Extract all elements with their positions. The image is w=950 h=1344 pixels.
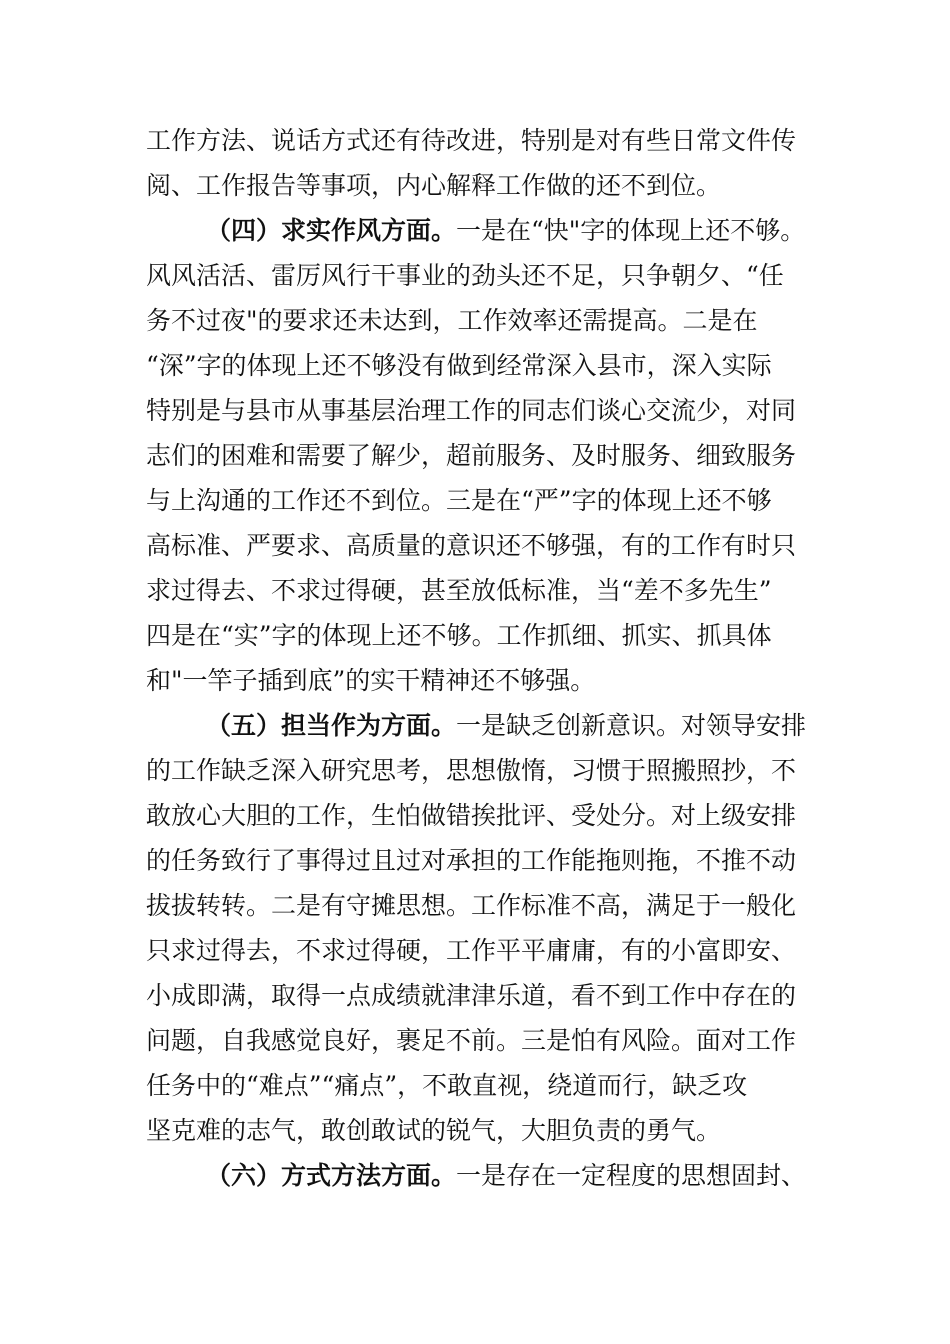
body-text-line: 高标准、严要求、高质量的意识还不够强，有的工作有时只 bbox=[146, 531, 797, 560]
body-text-line: 的工作缺乏深入研究思考，思想傲惰，习惯于照搬照抄，不 bbox=[146, 756, 797, 785]
body-text-line: 务不过夜"的要求还未达到，工作效率还需提高。二是在 bbox=[146, 306, 758, 335]
body-text-line: “深”字的体现上还不够没有做到经常深入县市，深入实际 bbox=[146, 351, 772, 380]
body-text-line: 小成即满，取得一点成绩就津津乐道，看不到工作中存在的 bbox=[146, 981, 797, 1010]
body-text-line: 阅、工作报告等事项，内心解释工作做的还不到位。 bbox=[146, 171, 722, 200]
body-text: 一是在“快"字的体现上还不够。 bbox=[456, 216, 806, 245]
section-five-paragraph bbox=[206, 711, 806, 741]
section-heading: （四）求实作风方面。 bbox=[206, 216, 457, 245]
section-six-paragraph bbox=[206, 1161, 806, 1191]
body-text-line: 拔拔转转。二是有守摊思想。工作标准不高，满足于一般化 bbox=[146, 891, 797, 920]
body-text: 一是存在一定程度的思想固封、 bbox=[456, 1161, 807, 1190]
section-four-paragraph bbox=[206, 216, 805, 246]
body-text-line: 志们的困难和需要了解少，超前服务、及时服务、细致服务 bbox=[146, 441, 797, 470]
body-text-line: 问题，自我感觉良好，裹足不前。三是怕有风险。面对工作 bbox=[146, 1026, 797, 1055]
section-heading: （六）方式方法方面。 bbox=[206, 1161, 457, 1190]
body-text-line: 的任务致行了事得过且过对承担的工作能拖则拖，不推不动 bbox=[146, 846, 797, 875]
body-text-line: 四是在“实”字的体现上还不够。工作抓细、抓实、抓具体 bbox=[146, 621, 772, 650]
body-text-line: 只求过得去，不求过得硬，工作平平庸庸，有的小富即安、 bbox=[146, 936, 797, 965]
body-text-line: 风风活活、雷厉风行干事业的劲头还不足，只争朝夕、“任 bbox=[146, 261, 784, 290]
body-text-line: 敢放心大胆的工作，生怕做错挨批评、受处分。对上级安排 bbox=[146, 801, 797, 830]
body-text-line: 和"一竿子插到底”的实干精神还不够强。 bbox=[146, 666, 596, 695]
section-heading: （五）担当作为方面。 bbox=[206, 711, 457, 740]
body-text-line: 任务中的“难点”“痛点”，不敢直视，绕道而行，缺乏攻 bbox=[146, 1071, 748, 1100]
body-text-line: 工作方法、说话方式还有待改进，特别是对有些日常文件传 bbox=[146, 126, 797, 155]
body-text-line: 坚克难的志气，敢创敢试的锐气，大胆负责的勇气。 bbox=[146, 1116, 722, 1145]
body-text-line: 求过得去、不求过得硬，甚至放低标准，当“差不多先生” bbox=[146, 576, 772, 605]
body-text-line: 与上沟通的工作还不到位。三是在“严”字的体现上还不够 bbox=[146, 486, 772, 515]
body-text-line: 特别是与县市从事基层治理工作的同志们谈心交流少，对同 bbox=[146, 396, 797, 425]
body-text: 一是缺乏创新意识。对领导安排 bbox=[456, 711, 807, 740]
